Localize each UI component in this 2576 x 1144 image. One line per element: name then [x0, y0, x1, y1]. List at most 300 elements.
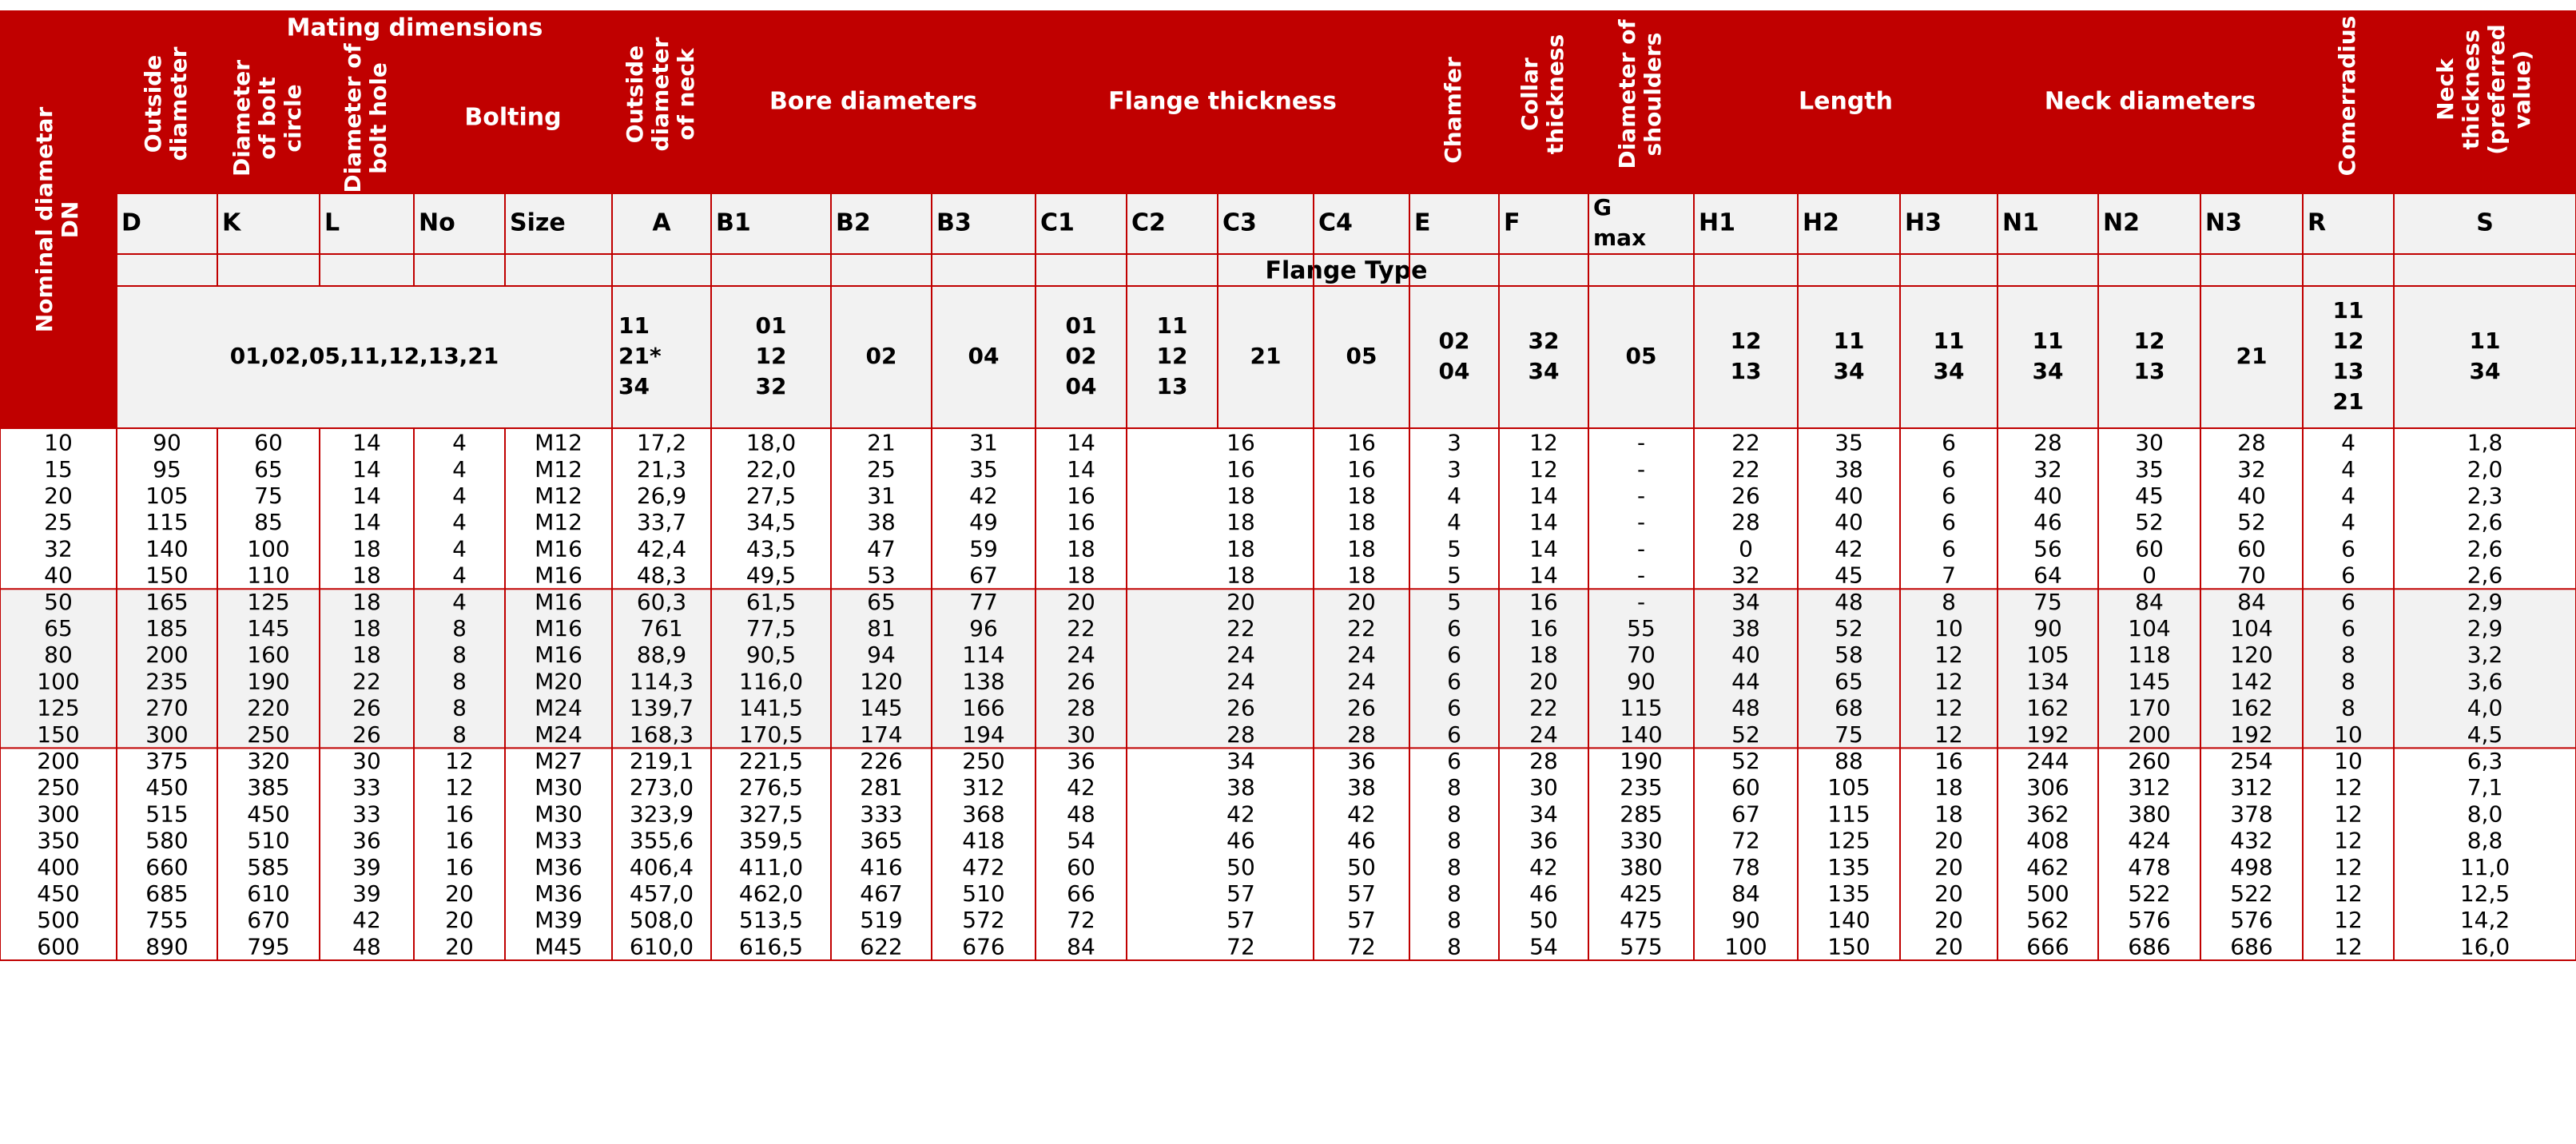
- value-cell: M24: [535, 721, 582, 748]
- flange-type-r-line: 12: [2332, 328, 2364, 354]
- value-cell: 4: [2341, 429, 2355, 456]
- value-cell: 18: [352, 615, 381, 642]
- value-cell: 145: [860, 694, 903, 721]
- table-row: [44, 562, 2502, 589]
- symbol-g-max-line: max: [1593, 224, 1647, 251]
- value-cell: 60: [1067, 853, 1095, 880]
- value-cell: 24: [1226, 642, 1255, 669]
- dn-cell: 450: [37, 880, 80, 907]
- value-cell: 12: [2334, 774, 2363, 801]
- value-cell: 16: [1347, 429, 1376, 456]
- value-cell: 81: [867, 615, 896, 642]
- value-cell: 14: [352, 429, 381, 456]
- value-cell: 22: [1731, 455, 1760, 483]
- value-cell: 14: [1529, 535, 1558, 562]
- value-cell: 174: [860, 721, 903, 748]
- value-cell: 18: [1347, 483, 1376, 509]
- value-cell: 135: [1827, 853, 1870, 880]
- value-cell: 90: [1627, 668, 1656, 695]
- value-cell: 432: [2230, 827, 2273, 854]
- value-cell: 3,2: [2467, 642, 2503, 669]
- value-cell: 576: [2230, 907, 2273, 934]
- neck-diameters-header: Neck diameters: [2044, 87, 2256, 116]
- value-cell: 72: [1347, 933, 1376, 960]
- value-cell: 8: [452, 668, 467, 695]
- value-cell: 575: [1620, 933, 1663, 960]
- value-cell: 8: [452, 642, 467, 669]
- value-cell: 5: [1447, 588, 1461, 615]
- value-cell: 88: [1835, 748, 1863, 774]
- value-cell: 60: [1731, 774, 1760, 801]
- value-cell: 685: [145, 880, 189, 907]
- value-cell: 36: [352, 827, 381, 854]
- value-cell: 28: [1226, 721, 1255, 748]
- outside-diameter-header-line: Outside: [140, 54, 166, 153]
- symbol-d: D: [121, 209, 141, 237]
- value-cell: 46: [1347, 827, 1376, 854]
- value-cell: 60: [254, 429, 283, 456]
- value-cell: 0: [2142, 562, 2157, 589]
- value-cell: 31: [969, 429, 998, 456]
- value-cell: 50: [1529, 907, 1558, 934]
- value-cell: 18: [1067, 535, 1095, 562]
- value-cell: 6: [1942, 483, 1956, 509]
- value-cell: -: [1636, 588, 1646, 615]
- value-cell: 33: [352, 800, 381, 828]
- bolt-hole-header-line: Diameter of: [340, 43, 366, 193]
- value-cell: 6,3: [2467, 748, 2503, 774]
- value-cell: 235: [145, 668, 189, 695]
- value-cell: 462,0: [738, 880, 804, 907]
- flange-thickness-header: Flange thickness: [1108, 87, 1337, 116]
- flange-type-c4-line: 05: [1346, 343, 1377, 369]
- value-cell: M12: [535, 429, 582, 456]
- value-cell: 42: [1347, 800, 1376, 828]
- dn-cell: 300: [37, 800, 80, 828]
- symbol-h2: H2: [1803, 209, 1839, 237]
- symbol-e: E: [1414, 209, 1431, 237]
- value-cell: 4: [1447, 509, 1461, 536]
- value-cell: 6: [1942, 455, 1956, 483]
- table-row: [37, 907, 2510, 933]
- value-cell: 330: [1620, 827, 1663, 854]
- value-cell: 312: [962, 774, 1005, 801]
- value-cell: 12: [1529, 455, 1558, 483]
- value-cell: 2,6: [2467, 562, 2503, 589]
- bolt-circle-header-line: circle: [280, 84, 306, 153]
- symbol-a: A: [652, 209, 671, 237]
- bolt-circle-header-line: of bolt: [254, 77, 280, 160]
- flange-type-a-line: 21*: [618, 343, 662, 369]
- value-cell: 20: [1934, 933, 1963, 960]
- value-cell: 36: [1347, 748, 1376, 774]
- dn-cell: 250: [37, 774, 80, 801]
- value-cell: 194: [962, 721, 1005, 748]
- value-cell: M12: [535, 509, 582, 536]
- value-cell: 6: [2341, 562, 2355, 589]
- value-cell: 166: [962, 694, 1005, 721]
- value-cell: 22: [1226, 615, 1255, 642]
- value-cell: 28: [1347, 721, 1376, 748]
- value-cell: 380: [1620, 853, 1663, 880]
- value-cell: 170: [2128, 694, 2171, 721]
- flange-type-b1-line: 32: [755, 373, 787, 399]
- value-cell: 16: [1226, 429, 1255, 456]
- value-cell: 610: [247, 880, 290, 907]
- value-cell: 5: [1447, 562, 1461, 589]
- value-cell: 327,5: [738, 800, 804, 828]
- table-row: [44, 535, 2502, 562]
- value-cell: 7,1: [2467, 774, 2503, 801]
- value-cell: 141,5: [738, 694, 804, 721]
- value-cell: 2,6: [2467, 509, 2503, 536]
- value-cell: M30: [535, 774, 582, 801]
- value-cell: 26,9: [636, 483, 687, 509]
- value-cell: 12: [1934, 642, 1963, 669]
- flange-type-b3: [968, 343, 1000, 369]
- value-cell: 165: [145, 588, 189, 615]
- value-cell: 104: [2128, 615, 2171, 642]
- flange-type-s-line: 34: [2469, 358, 2501, 384]
- value-cell: 58: [1835, 642, 1863, 669]
- value-cell: 8: [452, 694, 467, 721]
- value-cell: 6: [1942, 535, 1956, 562]
- symbol-c4: C4: [1318, 209, 1353, 237]
- value-cell: 333: [860, 800, 903, 828]
- value-cell: 510: [247, 827, 290, 854]
- value-cell: 8: [1447, 880, 1461, 907]
- flange-type-c2-line: 11: [1156, 312, 1188, 339]
- value-cell: 18: [352, 642, 381, 669]
- neck-thickness-header-line: value): [2509, 50, 2535, 129]
- dn-cell: 20: [44, 483, 73, 509]
- value-cell: 150: [1827, 933, 1870, 960]
- value-cell: 57: [1226, 907, 1255, 934]
- value-cell: 90: [153, 429, 181, 456]
- value-cell: 94: [867, 642, 896, 669]
- value-cell: 18: [1067, 562, 1095, 589]
- value-cell: 380: [2128, 800, 2171, 828]
- flange-type-n2-line: 12: [2133, 328, 2165, 354]
- flange-type-b2: [866, 343, 897, 369]
- value-cell: 30: [1067, 721, 1095, 748]
- value-cell: 221,5: [738, 748, 804, 774]
- comerradius-header-line: Comerradius: [2334, 15, 2360, 177]
- value-cell: 18: [1347, 509, 1376, 536]
- value-cell: 16: [1347, 455, 1376, 483]
- value-cell: 18: [352, 562, 381, 589]
- value-cell: 17,2: [636, 429, 687, 456]
- value-cell: 85: [254, 509, 283, 536]
- value-cell: 36: [1529, 827, 1558, 854]
- value-cell: 365: [860, 827, 903, 854]
- symbol-h3: H3: [1905, 209, 1942, 237]
- value-cell: 40: [1731, 642, 1760, 669]
- symbol-b1: B1: [716, 209, 751, 237]
- value-cell: M16: [535, 588, 582, 615]
- value-cell: 10: [2334, 748, 2363, 774]
- value-cell: 6: [1447, 642, 1461, 669]
- value-cell: 14: [1529, 562, 1558, 589]
- value-cell: 65: [867, 588, 896, 615]
- dn-cell: 65: [44, 615, 73, 642]
- value-cell: 580: [145, 827, 189, 854]
- value-cell: 30: [2135, 429, 2164, 456]
- value-cell: 6: [1447, 694, 1461, 721]
- value-cell: 84: [2135, 588, 2164, 615]
- value-cell: 411,0: [738, 853, 804, 880]
- value-cell: 312: [2230, 774, 2273, 801]
- flange-type-r-line: 13: [2332, 358, 2364, 384]
- symbol-size: Size: [510, 209, 566, 237]
- value-cell: 250: [247, 721, 290, 748]
- value-cell: 34,5: [745, 509, 797, 536]
- value-cell: 34: [1731, 588, 1760, 615]
- value-cell: 110: [247, 562, 290, 589]
- dn-cell: 150: [37, 721, 80, 748]
- value-cell: 72: [1067, 907, 1095, 934]
- value-cell: 795: [247, 933, 290, 960]
- table-row: [37, 933, 2510, 959]
- value-cell: 5: [1447, 535, 1461, 562]
- flange-type-f-line: 32: [1528, 328, 1560, 354]
- value-cell: 77: [969, 588, 998, 615]
- value-cell: 375: [145, 748, 189, 774]
- value-cell: 6: [2341, 588, 2355, 615]
- value-cell: 425: [1620, 880, 1663, 907]
- value-cell: -: [1636, 509, 1646, 536]
- value-cell: 8: [452, 721, 467, 748]
- value-cell: 115: [145, 509, 189, 536]
- value-cell: 140: [1827, 907, 1870, 934]
- value-cell: 42: [1067, 774, 1095, 801]
- symbol-f: F: [1504, 209, 1521, 237]
- value-cell: 2,9: [2467, 588, 2503, 615]
- value-cell: 8,8: [2467, 827, 2503, 854]
- value-cell: 14: [352, 509, 381, 536]
- flange-type-c1-line: 02: [1065, 343, 1097, 369]
- value-cell: 513,5: [738, 907, 804, 934]
- value-cell: M16: [535, 642, 582, 669]
- value-cell: M36: [535, 880, 582, 907]
- value-cell: 46: [1226, 827, 1255, 854]
- neck-thickness-header-line: (preferred: [2483, 24, 2510, 155]
- value-cell: 12: [2334, 880, 2363, 907]
- dn-cell: 40: [44, 562, 73, 589]
- symbol-c1: C1: [1040, 209, 1075, 237]
- flange-type-c3-line: 21: [1250, 343, 1282, 369]
- value-cell: 134: [2026, 668, 2069, 695]
- value-cell: 22: [352, 668, 381, 695]
- value-cell: 48: [1835, 588, 1863, 615]
- value-cell: 32: [1731, 562, 1760, 589]
- value-cell: 42,4: [636, 535, 687, 562]
- value-cell: 42: [969, 483, 998, 509]
- value-cell: 14: [352, 455, 381, 483]
- value-cell: -: [1636, 562, 1646, 589]
- value-cell: M12: [535, 483, 582, 509]
- symbol-c2: C2: [1131, 209, 1166, 237]
- flange-type-n1-line: 11: [2032, 328, 2064, 354]
- value-cell: 12: [2334, 827, 2363, 854]
- value-cell: 105: [145, 483, 189, 509]
- value-cell: 273,0: [629, 774, 694, 801]
- value-cell: 3: [1447, 429, 1461, 456]
- value-cell: 2,3: [2467, 483, 2503, 509]
- value-cell: 139,7: [629, 694, 694, 721]
- value-cell: 48: [1731, 694, 1760, 721]
- value-cell: 39: [352, 853, 381, 880]
- value-cell: M16: [535, 615, 582, 642]
- value-cell: 77,5: [745, 615, 797, 642]
- value-cell: 52: [2135, 509, 2164, 536]
- value-cell: 6: [1942, 429, 1956, 456]
- dn-cell: 600: [37, 933, 80, 960]
- value-cell: 118: [2128, 642, 2171, 669]
- shoulders-diameter-header: [1614, 19, 1666, 169]
- value-cell: 38: [1835, 455, 1863, 483]
- value-cell: M33: [535, 827, 582, 854]
- flange-type-e-line: 02: [1438, 328, 1470, 354]
- value-cell: 8: [1447, 800, 1461, 828]
- value-cell: 522: [2230, 880, 2273, 907]
- value-cell: 20: [1347, 588, 1376, 615]
- value-cell: 100: [1724, 933, 1767, 960]
- value-cell: 755: [145, 907, 189, 934]
- value-cell: 226: [860, 748, 903, 774]
- value-cell: 8: [452, 615, 467, 642]
- value-cell: -: [1636, 455, 1646, 483]
- value-cell: 18: [1226, 562, 1255, 589]
- symbol-n2: N2: [2103, 209, 2140, 237]
- value-cell: 52: [2237, 509, 2266, 536]
- value-cell: 368: [962, 800, 1005, 828]
- value-cell: 22,0: [745, 455, 797, 483]
- value-cell: 34: [1529, 800, 1558, 828]
- value-cell: 16: [1067, 509, 1095, 536]
- table-row: [44, 430, 2502, 456]
- value-cell: 12: [2334, 933, 2363, 960]
- value-cell: 281: [860, 774, 903, 801]
- value-cell: 16: [445, 800, 474, 828]
- value-cell: 8: [1942, 588, 1956, 615]
- value-cell: 14: [352, 483, 381, 509]
- value-cell: 14: [1067, 455, 1095, 483]
- value-cell: 52: [1835, 615, 1863, 642]
- value-cell: 562: [2026, 907, 2069, 934]
- flange-type-s-line: 11: [2469, 328, 2501, 354]
- value-cell: 24: [1067, 642, 1095, 669]
- value-cell: 6: [1447, 668, 1461, 695]
- value-cell: M39: [535, 907, 582, 934]
- value-cell: 60: [2237, 535, 2266, 562]
- value-cell: 75: [2033, 588, 2062, 615]
- value-cell: 8: [2341, 642, 2355, 669]
- mating-dimensions-header: Mating dimensions: [286, 14, 543, 42]
- value-cell: 78: [1731, 853, 1760, 880]
- value-cell: 57: [1347, 907, 1376, 934]
- body-band-50-150: [117, 589, 2576, 748]
- value-cell: 4: [452, 509, 467, 536]
- value-cell: 20: [445, 933, 474, 960]
- value-cell: 6: [2341, 615, 2355, 642]
- value-cell: 40: [1835, 509, 1863, 536]
- flange-type-c1-line: 04: [1065, 373, 1097, 399]
- value-cell: 10: [1934, 615, 1963, 642]
- value-cell: 285: [1620, 800, 1663, 828]
- value-cell: M20: [535, 668, 582, 695]
- flange-type-h1-line: 12: [1730, 328, 1762, 354]
- dn-header-line: Nominal diametar: [31, 106, 58, 333]
- value-cell: 312: [2128, 774, 2171, 801]
- value-cell: 498: [2230, 853, 2273, 880]
- value-cell: 53: [867, 562, 896, 589]
- value-cell: M12: [535, 455, 582, 483]
- dn-cell: 80: [44, 642, 73, 669]
- value-cell: 686: [2230, 933, 2273, 960]
- value-cell: 4: [2341, 455, 2355, 483]
- value-cell: 12: [445, 748, 474, 774]
- flange-type-mating: [230, 343, 499, 369]
- flange-type-c4: [1346, 343, 1377, 369]
- value-cell: 95: [153, 455, 181, 483]
- table-row: [44, 483, 2502, 509]
- value-cell: 260: [2128, 748, 2171, 774]
- neck-outside-diameter-header-line: diameter: [647, 37, 674, 152]
- value-cell: 135: [1827, 880, 1870, 907]
- value-cell: 57: [1347, 880, 1376, 907]
- value-cell: 35: [2135, 455, 2164, 483]
- value-cell: 26: [1226, 694, 1255, 721]
- value-cell: -: [1636, 429, 1646, 456]
- dn-cell: 500: [37, 907, 80, 934]
- value-cell: 12: [445, 774, 474, 801]
- value-cell: 32: [2237, 455, 2266, 483]
- value-cell: 276,5: [738, 774, 804, 801]
- value-cell: 16: [1529, 588, 1558, 615]
- value-cell: 38: [1731, 615, 1760, 642]
- value-cell: 145: [2128, 668, 2171, 695]
- flange-type-h2-line: 34: [1833, 358, 1865, 384]
- value-cell: 54: [1067, 827, 1095, 854]
- table-row: [37, 828, 2502, 854]
- value-cell: 24: [1347, 668, 1376, 695]
- value-cell: -: [1636, 483, 1646, 509]
- flange-type-e-line: 04: [1438, 358, 1470, 384]
- value-cell: 0: [1739, 535, 1753, 562]
- value-cell: 4: [452, 429, 467, 456]
- value-cell: 67: [969, 562, 998, 589]
- value-cell: 44: [1731, 668, 1760, 695]
- value-cell: 12: [1934, 668, 1963, 695]
- value-cell: 57: [1226, 880, 1255, 907]
- value-cell: M30: [535, 800, 582, 828]
- value-cell: 140: [1620, 721, 1663, 748]
- value-cell: 522: [2128, 880, 2171, 907]
- value-cell: 38: [1226, 774, 1255, 801]
- value-cell: 162: [2026, 694, 2069, 721]
- value-cell: 7: [1942, 562, 1956, 589]
- value-cell: 90: [1731, 907, 1760, 934]
- value-cell: 14,2: [2459, 907, 2510, 934]
- value-cell: 510: [962, 880, 1005, 907]
- dn-cell: 100: [37, 668, 80, 695]
- flange-type-n1-line: 34: [2032, 358, 2064, 384]
- value-cell: 45: [2135, 483, 2164, 509]
- value-cell: 18: [1226, 535, 1255, 562]
- value-cell: 408: [2026, 827, 2069, 854]
- value-cell: 14: [1067, 429, 1095, 456]
